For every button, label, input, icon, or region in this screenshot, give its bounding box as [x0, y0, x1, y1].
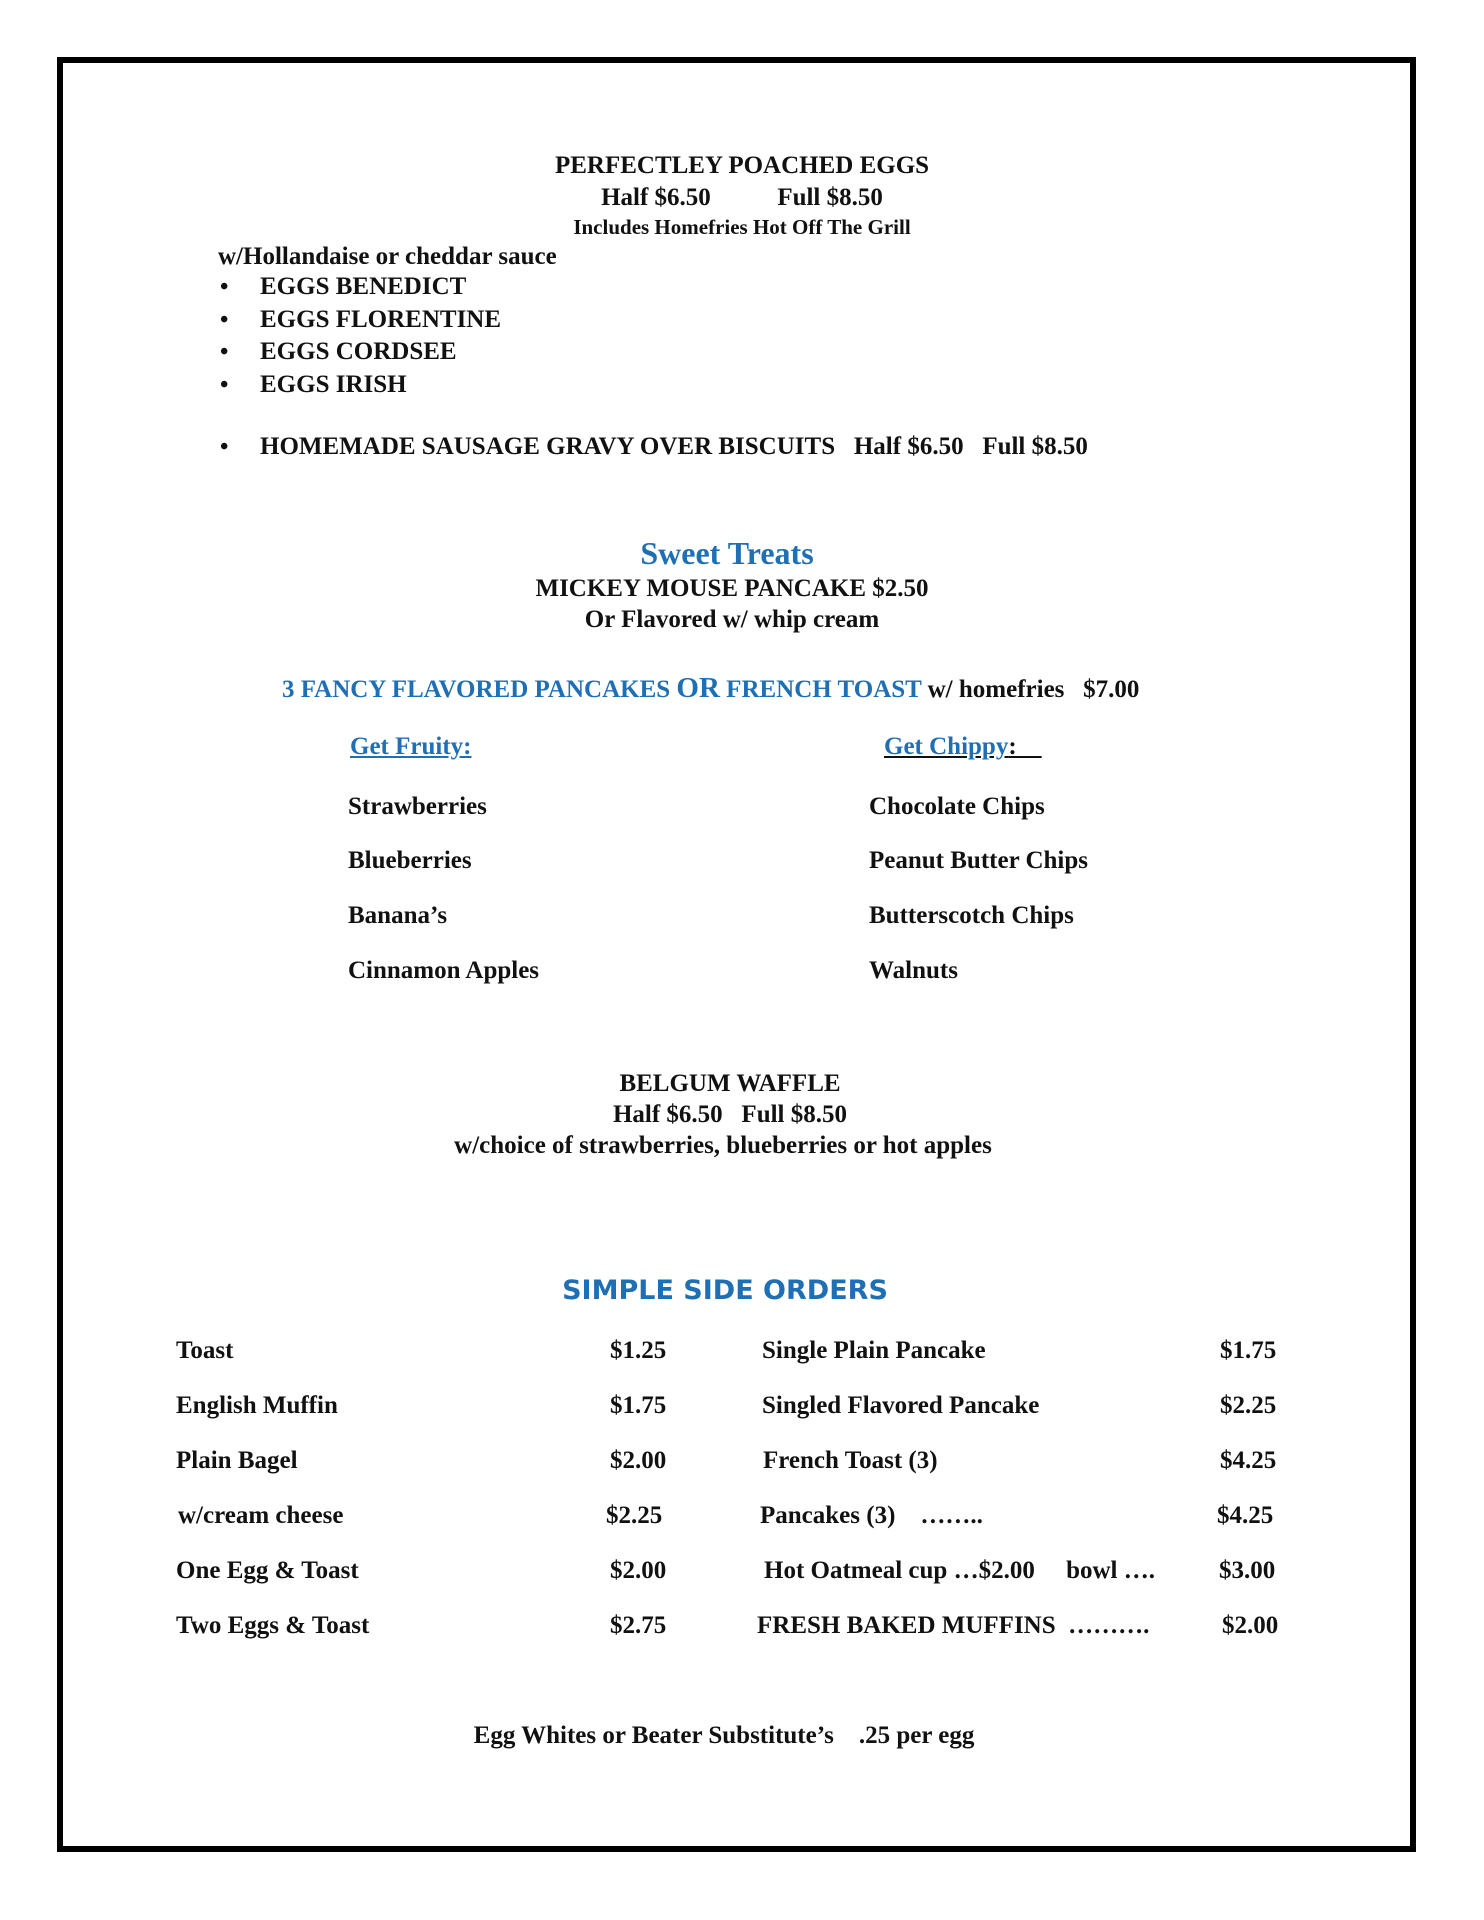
chippy-item: Chocolate Chips [869, 793, 1045, 820]
side-item-price: $1.75 [610, 1392, 667, 1419]
poached-full-price: Full $8.50 [777, 184, 883, 211]
side-item-price: $1.25 [610, 1337, 667, 1364]
side-item-price: $2.25 [606, 1502, 663, 1529]
sauce-note: w/Hollandaise or cheddar sauce [218, 243, 557, 270]
bullet-dot: • [220, 434, 229, 460]
menu-item-eggs-benedict: EGGS BENEDICT [260, 273, 467, 300]
side-item-name: Hot Oatmeal cup …$2.00 bowl …. [764, 1557, 1155, 1584]
mickey-note: Or Flavored w/ whip cream [584, 606, 880, 633]
side-item-name: Single Plain Pancake [762, 1337, 986, 1364]
side-item-price: $4.25 [1217, 1502, 1274, 1529]
side-item-price: $2.25 [1220, 1392, 1277, 1419]
side-item-price: $1.75 [1220, 1337, 1277, 1364]
side-item-name: Plain Bagel [176, 1447, 298, 1474]
fancy-part3: w/ homefries $7.00 [921, 676, 1140, 703]
side-item-name: One Egg & Toast [176, 1557, 359, 1584]
side-item-name: French Toast (3) [763, 1447, 938, 1474]
sweet-treats-title: Sweet Treats [640, 535, 814, 571]
waffle-note: w/choice of strawberries, blueberries or hot apples [454, 1132, 992, 1159]
fancy-part2: FRENCH TOAST [719, 676, 922, 703]
fancy-part1: 3 FANCY FLAVORED PANCAKES [282, 676, 677, 703]
fruity-item: Strawberries [348, 793, 487, 820]
side-item-name: English Muffin [176, 1392, 338, 1419]
side-orders-title: SIMPLE SIDE ORDERS [562, 1275, 888, 1306]
side-item-name: Toast [176, 1337, 234, 1364]
menu-item-eggs-irish: EGGS IRISH [260, 371, 407, 398]
fruity-item: Banana’s [348, 902, 448, 929]
get-fruity-heading: Get Fruity: [350, 733, 472, 760]
get-chippy-colon: : [1008, 733, 1042, 760]
side-item-price: $2.75 [610, 1612, 667, 1639]
chippy-item: Butterscotch Chips [869, 902, 1074, 929]
bullet-dot: • [220, 372, 229, 398]
side-item-name: FRESH BAKED MUFFINS ………. [757, 1612, 1150, 1639]
poached-half-price: Half $6.50 [601, 184, 711, 211]
menu-item-sausage-gravy: HOMEMADE SAUSAGE GRAVY OVER BISCUITS Half $6.50 Full $8.50 [260, 433, 1088, 460]
mickey-pancake: MICKEY MOUSE PANCAKE $2.50 [535, 575, 929, 602]
poached-title: PERFECTLEY POACHED EGGS [554, 152, 930, 179]
poached-includes: Includes Homefries Hot Off The Grill [573, 215, 911, 239]
bullet-dot: • [220, 274, 229, 300]
side-item-name: Singled Flavored Pancake [762, 1392, 1040, 1419]
side-item-price: $2.00 [1222, 1612, 1279, 1639]
side-item-name: Pancakes (3) …….. [760, 1502, 983, 1529]
fancy-pancakes-line [282, 672, 1139, 705]
waffle-title: BELGUM WAFFLE [619, 1070, 841, 1097]
get-chippy-label: Get Chippy [884, 733, 1009, 760]
waffle-prices: Half $6.50 Full $8.50 [612, 1101, 848, 1128]
bullet-dot: • [220, 307, 229, 333]
fancy-or: OR [676, 672, 720, 704]
side-item-price: $2.00 [610, 1557, 667, 1584]
chippy-item: Walnuts [869, 957, 958, 984]
fruity-item: Blueberries [348, 847, 472, 874]
poached-prices [0, 184, 1484, 212]
chippy-item: Peanut Butter Chips [869, 847, 1089, 874]
side-item-price: $4.25 [1220, 1447, 1277, 1474]
menu-item-eggs-florentine: EGGS FLORENTINE [260, 306, 502, 333]
side-item-price: $2.00 [610, 1447, 667, 1474]
bullet-dot: • [220, 339, 229, 365]
get-chippy-heading [884, 733, 1042, 761]
egg-substitute-note: Egg Whites or Beater Substitute’s .25 per egg [473, 1722, 975, 1749]
fruity-item: Cinnamon Apples [348, 957, 540, 984]
menu-item-eggs-cordsee: EGGS CORDSEE [260, 338, 457, 365]
side-item-name: Two Eggs & Toast [176, 1612, 370, 1639]
side-item-price: $3.00 [1219, 1557, 1276, 1584]
side-item-name: w/cream cheese [178, 1502, 344, 1529]
